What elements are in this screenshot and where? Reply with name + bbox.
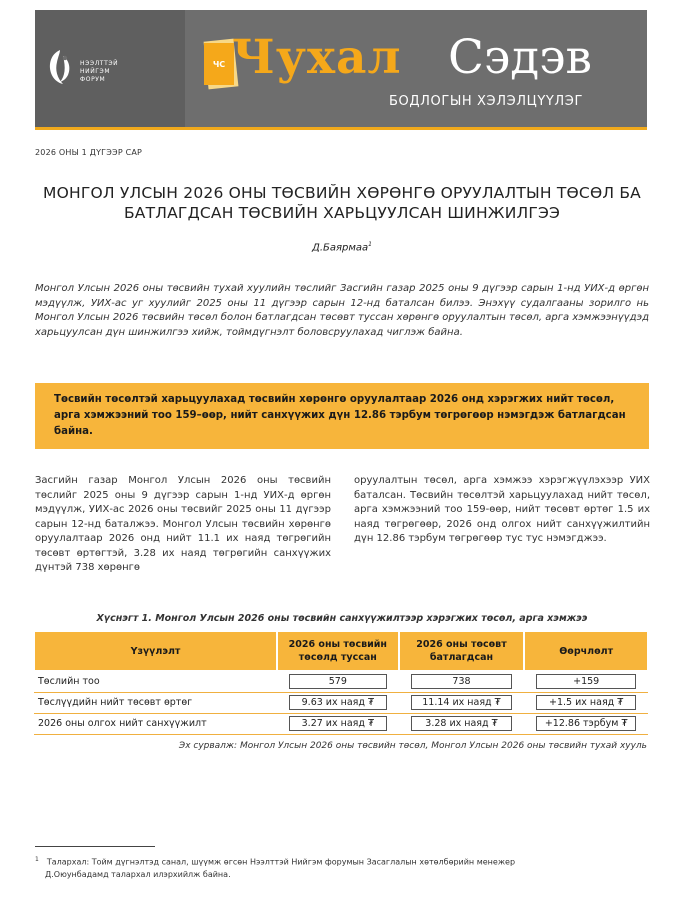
column-header: 2026 оны төсвийн төсөлд туссан	[277, 631, 399, 671]
table-row	[34, 713, 648, 734]
table-row	[34, 671, 648, 692]
author	[0, 241, 684, 253]
title-line-1: МОНГОЛ УЛСЫН 2026 ОНЫ ТӨСВИЙН ХӨРӨНГӨ ОРУУЛАЛТЫН ТӨСӨЛ БА	[43, 184, 641, 202]
footnote-divider	[35, 846, 155, 847]
title-line-2: БАТЛАГДСАН ТӨСВИЙН ХАРЬЦУУЛСАН ШИНЖИЛГЭЭ	[123, 204, 561, 222]
logo-line: НИЙГЭМ	[80, 68, 111, 75]
page-title	[40, 183, 644, 223]
table-row	[34, 692, 648, 713]
logo-line: ФОРУМ	[80, 76, 106, 83]
table-header-row	[34, 631, 648, 671]
table-source: Эх сурвалж: Монгол Улсын 2026 оны төсвийн төсөл, Монгол Улсын 2026 оны төсвийн тухай хууль	[178, 741, 647, 751]
issue-date: 2026 ОНЫ 1 ДҮГЭЭР САР	[35, 148, 143, 157]
logo-line: НЭЭЛТТЭЙ	[80, 60, 119, 67]
approved-value: 3.28 их наяд ₮	[411, 716, 513, 731]
badge-label: ЧС	[204, 43, 234, 85]
logo-panel	[35, 10, 185, 128]
proposed-value: 579	[289, 674, 387, 689]
table-caption: Хүснэгт 1. Монгол Улсын 2026 оны төсвийн санхүүжилтээр хэрэгжих төсөл, арга хэмжээ	[96, 613, 588, 624]
body-column-left: Засгийн газар Монгол Улсын 2026 оны төсвийн төслийг 2025 оны 9 дүгээр сарын 1-нд УИХ-д өргөн мэдүүлж, УИХ-ас 2026 оны төсвийг 2025 оны 11 дүгээр сарын 12-нд баталжээ. Монгол Улсын төсвийн хөрөнгө оруулалтаар 2026 онд нийт 11.1 их наяд төгрөгийн төсөвт өртөгтэй, 3.28 их наяд төгрөгийн санхүүжих дүнтэй 738 хөрөнгө	[35, 475, 331, 573]
author-footnote-mark: 1	[368, 241, 372, 248]
forum-logo-icon	[45, 48, 75, 86]
column-header: Үзүүлэлт	[34, 631, 277, 671]
footnote-text: Талархал: Тойм дүгнэлтэд санал, шүүмж өгсөн Нээлттэй Нийгэм форумын Засаглалын хөтөлбөрийн менежер	[46, 857, 516, 867]
row-label: Төслүүдийн нийт төсөвт өртөг	[34, 692, 277, 713]
author-name: Д.Баярмаа	[312, 242, 369, 254]
column-header: Өөрчлөлт	[524, 631, 648, 671]
abstract: Монгол Улсын 2026 оны төсвийн тухай хуулийн төслийг Засгийн газар 2025 оны 9 дүгээр сарын 1-нд УИХ-д өргөн мэдүүлж, УИХ-ас уг хуулийг 2025 оны 11 дүгээр сарын 12-нд баталсан билээ. Энэхүү судалгааны зорилго нь Монгол Улсын 2026 төсвийн төсөл болон батлагдсан төсөвт туссан хөрөнгө оруулалтын төсөл, арга хэмжээнүүдэд харьцуулсан дүн шинжилгээ хийж, тоймдүгнэлт боловсруулахад чиглэж байна.	[35, 283, 649, 338]
proposed-value: 9.63 их наяд ₮	[289, 695, 387, 710]
approved-value: 11.14 их наяд ₮	[411, 695, 513, 710]
body-column-right: оруулалтын төсөл, арга хэмжээ хэрэгжүүлэхээр УИХ баталсан. Төсвийн төсөлтэй харьцуулахад нийт төсөл, арга хэмжээний тоо 159-өөр, нийт төсөвт өртөг 1.5 их наяд төгрөгөөр, 2026 онд олгох нийт санхүүжилтийн дүн 12.86 тэрбум төгрөгөөр тус тус нэмэгджээ.	[354, 475, 650, 544]
footnote-mark: 1	[35, 856, 39, 863]
proposed-value: 3.27 их наяд ₮	[289, 716, 387, 731]
footnote-line-1	[35, 854, 647, 869]
series-title-word2: Сэдэв	[448, 30, 593, 85]
series-title-word1: Чухал	[232, 30, 402, 85]
change-value: +159	[536, 674, 636, 689]
column-header: 2026 оны төсөвт батлагдсан	[399, 631, 525, 671]
approved-value: 738	[411, 674, 513, 689]
comparison-table	[33, 630, 649, 735]
header-accent-line	[35, 127, 647, 130]
row-label: Төслийн тоо	[34, 671, 277, 692]
key-finding-box: Төсвийн төсөлтэй харьцуулахад төсвийн хөрөнгө оруулалтаар 2026 онд хэрэгжих нийт төсөл, арга хэмжээний тоо 159–өөр, нийт санхүүжих дүн 12.86 тэрбум төгрөгөөр нэмэгдэж батлагдсан байна.	[35, 383, 649, 449]
footnote	[35, 854, 647, 881]
footnote-line-2: Д.Оюунбадамд талархал илэрхийлж байна.	[45, 869, 231, 879]
row-label: 2026 оны олгох нийт санхүүжилт	[34, 713, 277, 734]
change-value: +12.86 тэрбум ₮	[536, 716, 636, 731]
change-value: +1.5 их наяд ₮	[536, 695, 636, 710]
series-subtitle: БОДЛОГЫН ХЭЛЭЛЦҮҮЛЭГ	[389, 94, 583, 109]
logo-text	[80, 60, 118, 84]
